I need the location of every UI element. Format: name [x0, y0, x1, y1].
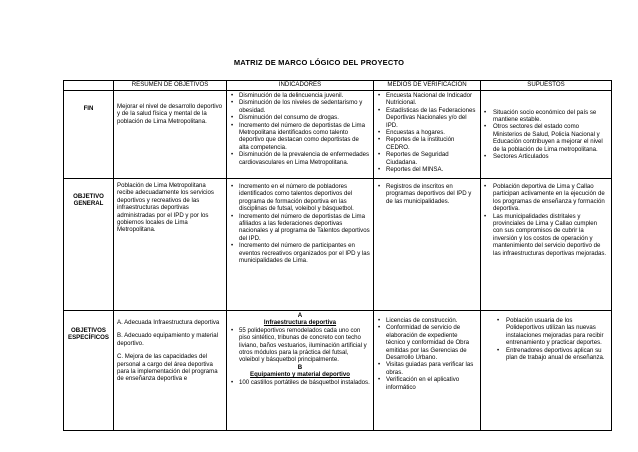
especificos-supuestos	[481, 311, 612, 431]
header-row	[64, 81, 612, 91]
general-resumen: Población de Lima Metropolitana recibe adecuadamente los servicios deportivos y recreativos de las infraestructuras deportivas administradas por el IPD y por los gobiernos locales de Lima Metropolitana.	[114, 179, 227, 311]
indicator-group-a-letter: A	[297, 312, 303, 319]
resumen-item: A. Adecuada Infraestructura deportiva	[117, 319, 220, 326]
list-item: • Reportes de la institución CEDRO.	[386, 136, 477, 151]
header-medios: MEDIOS DE VERIFICACIÓN	[374, 81, 481, 91]
logical-framework-matrix	[63, 80, 612, 431]
list-item: • Disminución de los niveles de sedentarismo y obesidad.	[239, 99, 370, 114]
especificos-indicadores	[227, 311, 374, 431]
especificos-medios	[374, 311, 481, 431]
list-item: • 55 polideportivos remodelados cada uno con piso sintético, tribunas de concreto con techo liviano, baños vestuarios, iluminación artificial y otros módulos para la práctica del futsal, voleibol y básquetbol principalmente.	[239, 327, 370, 364]
label-fin: FIN	[64, 91, 114, 179]
header-indicadores: INDICADORES	[227, 81, 374, 91]
list-item: • 100 castillos portátiles de básquetbol instalados.	[239, 379, 370, 386]
list-item: • Disminución de la prevalencia de enfermedades cardiovasculares en Lima Metropolitana.	[239, 151, 370, 166]
list-item: • Incremento del número de participantes en eventos recreativos organizados por el IPD y las municipalidades de Lima.	[239, 242, 370, 264]
list-item: • Verificación en el aplicativo informático	[386, 376, 477, 391]
general-medios	[374, 179, 481, 311]
list-item: • Licencias de construcción.	[386, 317, 477, 324]
fin-indicadores	[227, 91, 374, 179]
list-item: • Encuesta Nacional de Indicador Nutricional.	[386, 92, 477, 107]
general-indicadores	[227, 179, 374, 311]
general-supuestos	[481, 179, 612, 311]
list-item: • Conformidad de servicio de elaboración de expediente técnico y conformidad de Obra emitidas por las Gerencias de Desarrollo Urbano.	[386, 324, 477, 361]
fin-medios	[374, 91, 481, 179]
label-objetivo-general: OBJETIVO GENERAL	[64, 179, 114, 311]
list-item: • Incremento del número de deportistas de Lima afiliados a las federaciones deportivas nacionales y al programa de Talentos deportivos del IPD.	[239, 213, 370, 243]
header-empty	[64, 81, 114, 91]
list-item: • Incremento en el número de pobladores identificados como talentos deportivos del programa de formación deportiva en las disciplinas de futsal, voleibol y básquetbol.	[239, 183, 370, 213]
list-item: • Sectores Articulados	[493, 153, 608, 160]
row-objetivos-especificos	[64, 311, 612, 431]
list-item: • Estadísticas de las Federaciones Deportivas Nacionales y/o del IPD.	[386, 107, 477, 129]
header-supuestos: SUPUESTOS	[481, 81, 612, 91]
label-objetivos-especificos: OBJETIVOS ESPECÍFICOS	[64, 311, 114, 431]
list-item: • Las municipalidades distritales y provinciales de Lima y Callao cumplen con sus compromisos de cubrir la inversión y los costos de operación y mantenimiento del servicio deportivo de las infraestructuras deportivas mejoradas.	[493, 213, 608, 257]
document-title: MATRIZ DE MARCO LÓGICO DEL PROYECTO	[233, 58, 405, 67]
list-item: • Situación socio económico del país se mantiene estable.	[493, 109, 608, 124]
resumen-item: B. Adecuado equipamiento y material deportivo.	[117, 332, 218, 347]
list-item: • Reportes de Seguridad Ciudadana.	[386, 151, 477, 166]
especificos-resumen	[114, 311, 227, 431]
list-item: • Entrenadores deportivos aplican su plan de trabajo anual de enseñanza.	[506, 347, 608, 362]
list-item: • Incremento del número de deportistas de Lima Metropolitana identificados como talento deportivo que destacan como deportistas de alta competencia.	[239, 122, 370, 152]
list-item: • Reportes del MINSA.	[386, 166, 477, 173]
row-fin	[64, 91, 612, 179]
list-item: • Disminución del consumo de drogas.	[239, 114, 370, 121]
list-item: • Registros de inscritos en programas deportivos del IPD y de las municipalidades.	[386, 183, 477, 205]
indicator-group-b-letter: B	[297, 363, 303, 371]
list-item: • Población usuaria de los Polideportivos utilizan las nuevas instalaciones mejoradas para recibir entrenamiento y practicar deportes.	[506, 317, 608, 347]
row-objetivo-general	[64, 179, 612, 311]
list-item: • Otros sectores del estado como Ministerios de Salud, Policía Nacional y Educación contribuyen a mejorar el nivel de la población de Lima metropolitana.	[493, 123, 608, 153]
fin-supuestos	[481, 91, 612, 179]
indicator-group-b-title: Equipamiento y material deportivo	[250, 371, 350, 379]
indicator-group-a-title: Infraestructura deportiva	[263, 319, 337, 327]
resumen-item: C. Mejora de las capacidades del personal a cargo del área deportiva para la implementación del programa de enseñanza deportiva e	[117, 353, 218, 383]
list-item: • Disminución de la delincuencia juvenil.	[239, 92, 370, 99]
header-resumen: RESUMEN DE OBJETIVOS	[114, 81, 227, 91]
list-item: • Población deportiva de Lima y Callao participan activamente en la ejecución de los programas de enseñanza y formación deportiva.	[493, 183, 608, 213]
fin-resumen: Mejorar el nivel de desarrollo deportivo y de la salud física y mental de la población de Lima Metropolitana.	[114, 91, 227, 179]
list-item: • Visitas guiadas para verificar las obras.	[386, 361, 477, 376]
list-item: • Encuestas a hogares.	[386, 129, 477, 136]
